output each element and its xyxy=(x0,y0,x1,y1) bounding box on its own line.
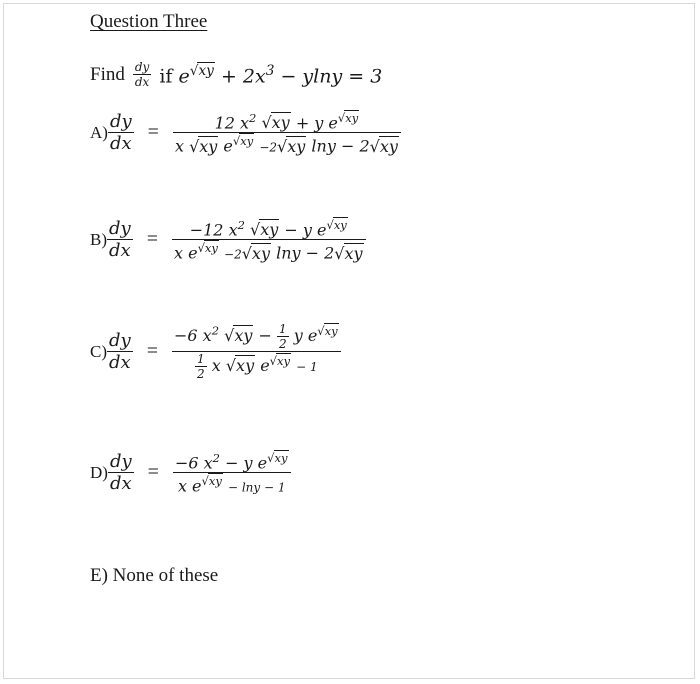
option-d-fraction xyxy=(173,450,291,496)
option-a-lhs: $\frac{dy}{dx}$ xyxy=(109,111,132,155)
option-d-numerator: −6 $x^2 - y$ e $^{√ xy}$ xyxy=(174,451,288,473)
option-c-label: C) xyxy=(90,341,107,361)
prompt-equation: if e $^{√ xy}$ + $2x^3 - ylny = 3$ xyxy=(159,62,383,88)
option-a-label: A) xyxy=(90,122,108,142)
option-b-fraction xyxy=(172,217,366,263)
option-b-denominator: x e $^{√ xy}$ −2 √ xy lny − 2 √ xy xyxy=(173,241,363,263)
question-title: Question Three xyxy=(90,11,208,32)
option-b-numerator: −12 $x^2$ √ xy − y e $^{√ xy}$ xyxy=(189,218,347,240)
option-d[interactable]: D) $\frac{dy}{dx}$ = −6 $x^2 - y$ e $^{√ xy}$ x e $^{√ xy}$ − lny − 1 xyxy=(90,450,291,496)
option-d-lhs: $\frac{dy}{dx}$ xyxy=(109,451,132,495)
option-d-denominator: x e $^{√ xy}$ − lny − 1 xyxy=(177,474,286,496)
question-prompt xyxy=(90,60,382,89)
prompt-derivative: $\frac{dy}{dx}$ xyxy=(134,60,150,89)
option-d-label: D) xyxy=(90,462,108,482)
option-b[interactable]: B) $\frac{dy}{dx}$ = −12 $x^2$ √ xy − y e $^{√ xy}$ x e $^{√ xy}$ −2 √ xy lny − 2 √ xy xyxy=(90,217,366,263)
option-b-lhs: $\frac{dy}{dx}$ xyxy=(109,218,131,262)
option-c[interactable]: C) $\frac{dy}{dx}$ = −6 $x^2$ √ xy − $\frac{1}{2}$ y e $^{√ xy}$ $\frac{1}{2}$ x √ xy e $^{√ xy}$ − 1 xyxy=(90,322,341,381)
option-a[interactable]: A) $\frac{dy}{dx}$ = 12 $x^2$ √ xy + y e $^{√ xy}$ x √ xy e $^{√ xy}$ −2 √ xy lny − 2 √ xy xyxy=(90,110,401,156)
find-word: Find xyxy=(90,63,125,85)
option-c-numerator: −6 $x^2$ √ xy − $\frac{1}{2}$ y e $^{√ xy}$ xyxy=(173,322,338,351)
option-c-lhs: $\frac{dy}{dx}$ xyxy=(109,330,131,373)
option-a-fraction xyxy=(173,110,401,156)
option-c-fraction xyxy=(172,322,341,381)
option-a-denominator: x √ xy e $^{√ xy}$ −2 √ xy lny − 2 √ xy xyxy=(174,134,398,156)
option-c-denominator: $\frac{1}{2}$ x √ xy e $^{√ xy}$ − 1 xyxy=(196,352,318,381)
option-b-label: B) xyxy=(90,229,107,249)
option-e[interactable]: E) None of these xyxy=(90,565,219,586)
option-a-numerator: 12 $x^2$ √ xy + y e $^{√ xy}$ xyxy=(214,111,359,133)
